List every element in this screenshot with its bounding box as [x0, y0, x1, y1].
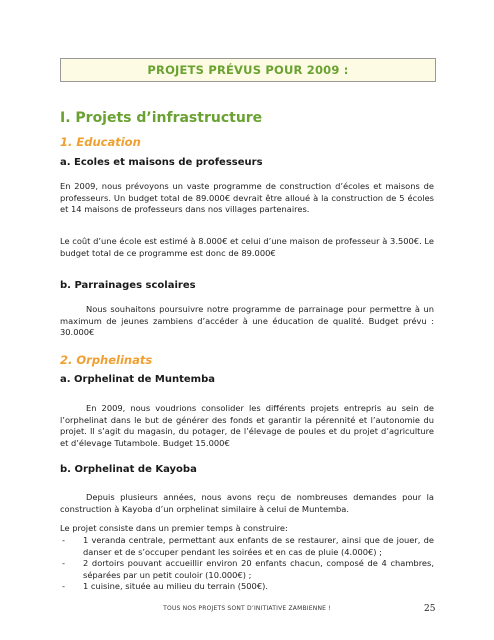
- paragraph-ecoles-2: Le coût d’une école est estimé à 8.000€ et celui d’une maison de professeur à 3.500€. Le budget total de ce programme est donc de 89.000€: [60, 236, 434, 258]
- list-item-text: 2 dortoirs pouvant accueillir environ 20 enfants chacun, composé de 4 chambres, séparées par un petit couloir (10.000€) ;: [83, 558, 434, 580]
- list-item-text: 1 veranda centrale, permettant aux enfants de se restaurer, ainsi que de jouer, de danser et de s’occuper pendant les soirées et en cas de pluie (4.000€) ;: [83, 535, 434, 557]
- page-footer: TOUS NOS PROJETS SONT D’INITIATIVE ZAMBIENNE !: [163, 605, 331, 612]
- subsection-heading-orphelinats: 2. Orphelinats: [60, 353, 153, 367]
- list-dash-marker: -: [62, 535, 65, 545]
- list-item: [60, 558, 434, 581]
- heading-orphelinat-muntemba: a. Orphelinat de Muntemba: [60, 374, 216, 385]
- heading-orphelinat-kayoba: b. Orphelinat de Kayoba: [60, 464, 197, 475]
- paragraph-kayoba-1: Depuis plusieurs années, nous avons reçu de nombreuses demandes pour la construction à Kayoba d’un orphelinat similaire à celui de Muntemba.: [60, 492, 434, 514]
- heading-parrainages: b. Parrainages scolaires: [60, 280, 196, 291]
- kayoba-construction-list: [60, 535, 434, 593]
- section-heading-infrastructure: I. Projets d’infrastructure: [60, 110, 263, 126]
- page-banner-title: PROJETS PRÉVUS POUR 2009 :: [60, 58, 436, 82]
- list-dash-marker: -: [62, 558, 65, 568]
- paragraph-muntemba: En 2009, nous voudrions consolider les différents projets entrepris au sein de l’orphelinat dans le but de générer des fonds et garantir la pérennité et l’autonomie du projet. Il s’agit du magasin, du potager, de l’élevage de poules et du projet d’agriculture et d’élevage Tutambole. Budget 15.000€: [60, 403, 434, 448]
- heading-ecoles-maisons: a. Ecoles et maisons de professeurs: [60, 157, 263, 168]
- paragraph-kayoba-2: Le projet consiste dans un premier temps à construire:: [60, 523, 288, 533]
- paragraph-parrainages: Nous souhaitons poursuivre notre programme de parrainage pour permettre à un maximum de jeunes zambiens d’accéder à une éducation de qualité. Budget prévu : 30.000€: [60, 304, 434, 337]
- list-dash-marker: -: [62, 581, 65, 591]
- subsection-heading-education: 1. Education: [60, 135, 141, 149]
- paragraph-ecoles-1: En 2009, nous prévoyons un vaste programme de construction d’écoles et maisons de professeurs. Un budget total de 89.000€ devrait être alloué à la construction de 5 écoles et 14 maisons de professeurs dans nos villages partenaires.: [60, 181, 434, 214]
- list-item: [60, 581, 434, 593]
- page-number: 25: [424, 604, 436, 614]
- list-item-text: 1 cuisine, située au milieu du terrain (500€).: [83, 581, 268, 591]
- list-item: [60, 535, 434, 558]
